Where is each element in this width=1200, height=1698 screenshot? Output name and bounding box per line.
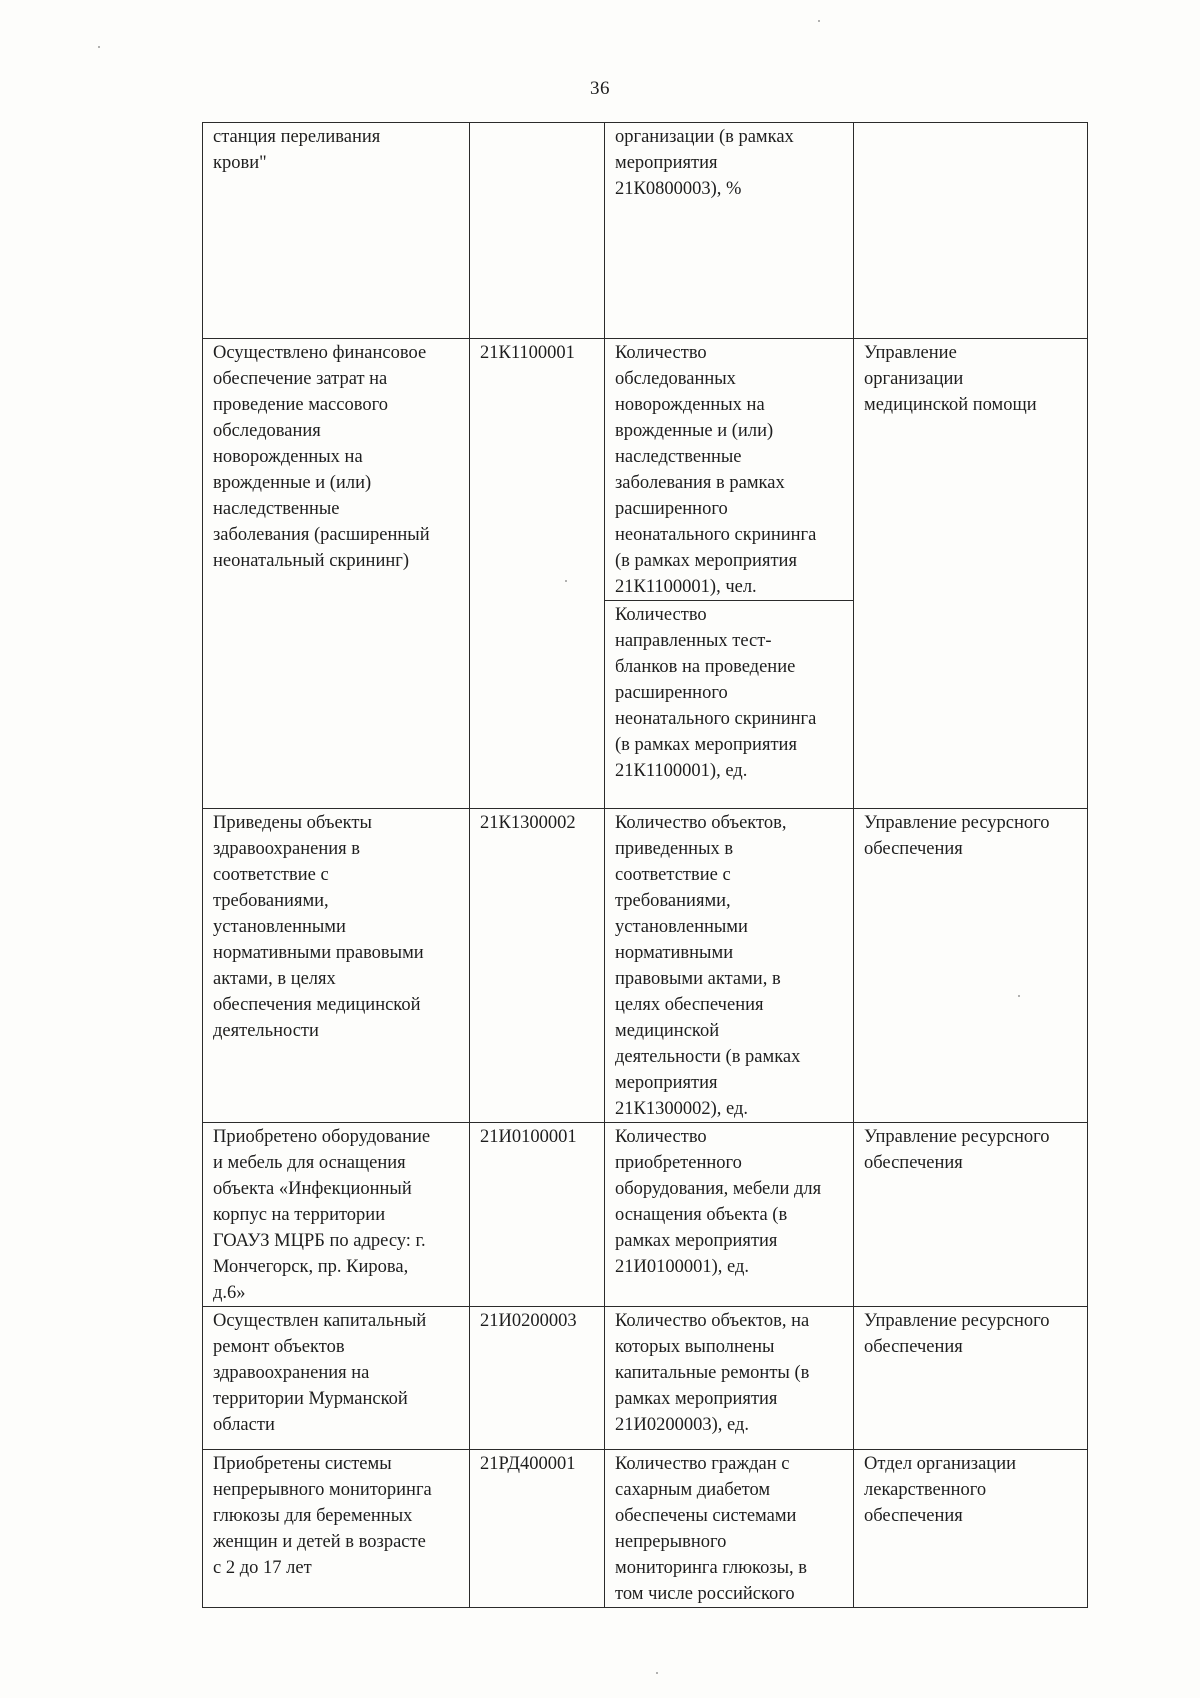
table-row xyxy=(203,809,1088,1123)
responsible-cell: Отдел организации лекарственного обеспечения xyxy=(854,1450,1088,1608)
indicator-cell: Количество направленных тест- бланков на проведение расширенного неонатального скрининга (в рамках мероприятия 21К1100001), ед. xyxy=(605,601,854,809)
table-row xyxy=(203,1123,1088,1307)
result-cell: Приобретены системы непрерывного мониторинга глюкозы для беременных женщин и детей в возрасте с 2 до 17 лет xyxy=(203,1450,470,1608)
table-row xyxy=(203,123,1088,339)
responsible-cell: Управление организации медицинской помощи xyxy=(854,339,1088,809)
responsible-cell: Управление ресурсного обеспечения xyxy=(854,1123,1088,1307)
indicator-cell: Количество приобретенного оборудования, мебели для оснащения объекта (в рамках мероприятия 21И0100001), ед. xyxy=(605,1123,854,1307)
responsible-cell: Управление ресурсного обеспечения xyxy=(854,809,1088,1123)
indicator-cell: Количество граждан с сахарным диабетом обеспечены системами непрерывного мониторинга глюкозы, в том числе российского xyxy=(605,1450,854,1608)
result-cell: Осуществлен капитальный ремонт объектов здравоохранения на территории Мурманской области xyxy=(203,1307,470,1450)
code-cell: 21РД400001 xyxy=(470,1450,605,1608)
indicator-cell: Количество обследованных новорожденных на врожденные и (или) наследственные заболевания в рамках расширенного неонатального скрининга (в рамках мероприятия 21К1100001), чел. xyxy=(605,339,854,601)
indicator-cell: Количество объектов, на которых выполнены капитальные ремонты (в рамках мероприятия 21И0200003), ед. xyxy=(605,1307,854,1450)
code-cell: 21К1100001 xyxy=(470,339,605,809)
table-row xyxy=(203,339,1088,601)
code-cell xyxy=(470,123,605,339)
result-cell: Приобретено оборудование и мебель для оснащения объекта «Инфекционный корпус на территории ГОАУЗ МЦРБ по адресу: г. Мончегорск, пр. Кирова, д.6» xyxy=(203,1123,470,1307)
code-cell: 21И0200003 xyxy=(470,1307,605,1450)
code-cell: 21К1300002 xyxy=(470,809,605,1123)
responsible-cell: Управление ресурсного обеспечения xyxy=(854,1307,1088,1450)
result-cell: станция переливания крови" xyxy=(203,123,470,339)
result-cell: Приведены объекты здравоохранения в соответствие с требованиями, установленными нормативными правовыми актами, в целях обеспечения медицинской деятельности xyxy=(203,809,470,1123)
responsible-cell xyxy=(854,123,1088,339)
indicator-cell: организации (в рамках мероприятия 21К0800003), % xyxy=(605,123,854,339)
scan-speck xyxy=(818,20,820,22)
table-row xyxy=(203,1307,1088,1450)
code-cell: 21И0100001 xyxy=(470,1123,605,1307)
page-number: 36 xyxy=(590,78,610,99)
measures-table xyxy=(202,122,1088,1608)
result-cell: Осуществлено финансовое обеспечение затрат на проведение массового обследования новорожденных на врожденные и (или) наследственные заболевания (расширенный неонатальный скрининг) xyxy=(203,339,470,809)
scan-speck xyxy=(656,1672,658,1674)
table-row xyxy=(203,1450,1088,1608)
scan-speck xyxy=(98,46,100,48)
indicator-cell: Количество объектов, приведенных в соответствие с требованиями, установленными нормативными правовыми актами, в целях обеспечения медицинской деятельности (в рамках мероприятия 21К1300002), ед. xyxy=(605,809,854,1123)
